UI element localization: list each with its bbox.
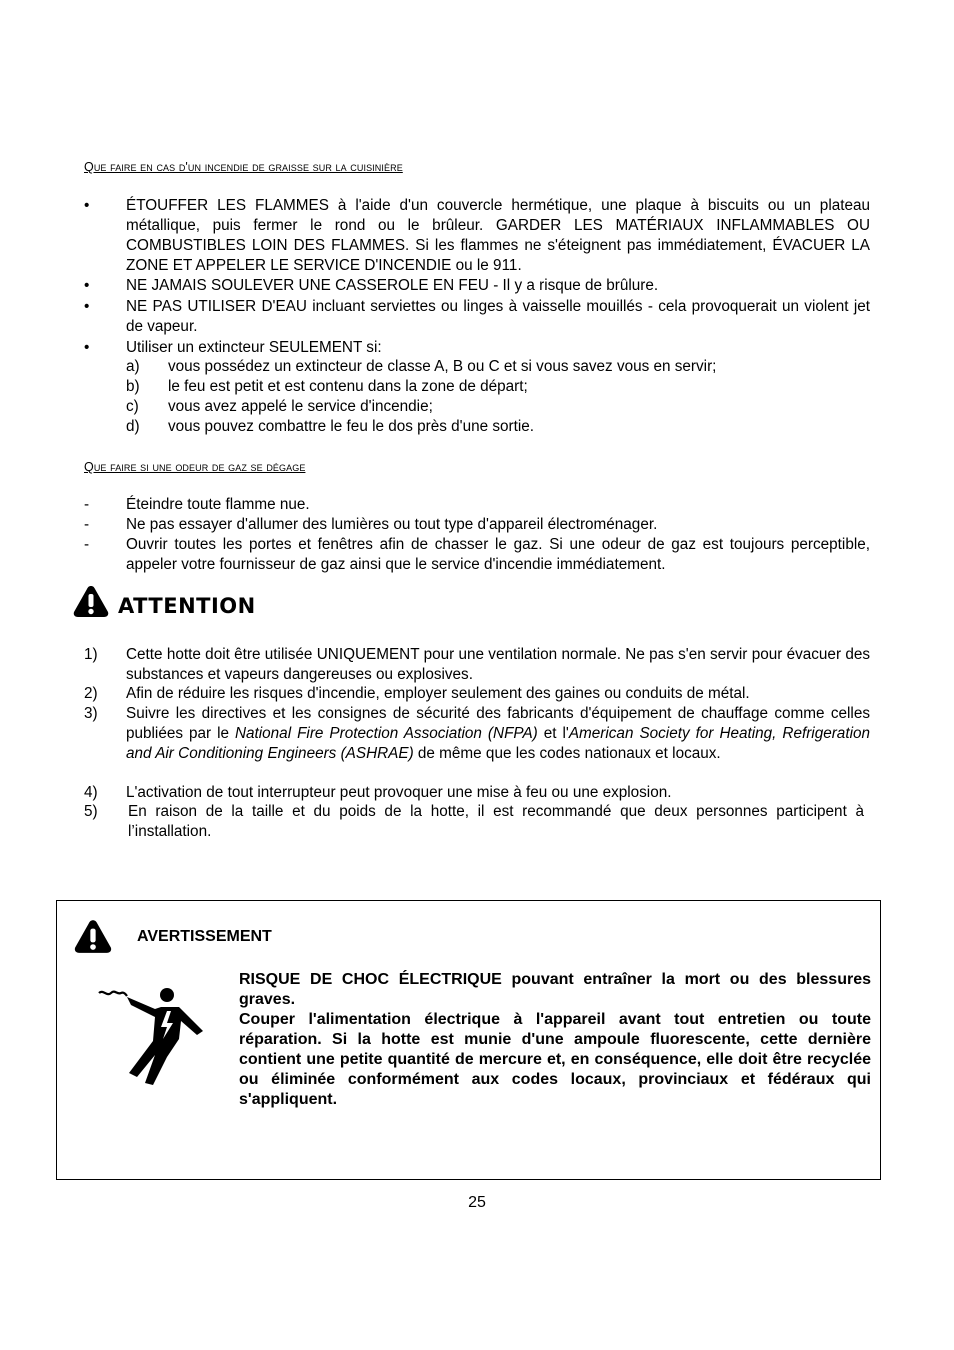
warning-text <box>239 970 871 1110</box>
dash-marker: - <box>84 516 90 533</box>
list-item-text: NE PAS UTILISER D'EAU incluant serviettes ou linges à vaisselle mouillés - cela provoquerait un violent jet de vapeur. <box>126 298 870 335</box>
bullet: • <box>84 197 90 214</box>
text-segment: de même que les codes nationaux et locaux. <box>413 745 721 762</box>
list-item <box>84 495 870 515</box>
list-item-text: Afin de réduire les risques d'incendie, employer seulement des gaines ou conduits de métal. <box>126 685 750 702</box>
sub-marker: b) <box>126 378 140 395</box>
sub-list-item <box>84 357 870 377</box>
warning-title: AVERTISSEMENT <box>137 928 272 945</box>
warning-triangle-icon <box>72 584 110 618</box>
sub-list-item <box>84 397 870 417</box>
list-marker: 2) <box>84 685 98 702</box>
sub-marker: d) <box>126 418 140 435</box>
sub-item-text: le feu est petit et est contenu dans la zone de départ; <box>168 378 528 395</box>
dash-marker: - <box>84 536 90 553</box>
sub-list-item <box>84 377 870 397</box>
list-item <box>84 645 870 685</box>
text-segment: Suivre les directives et les consignes de sécurité des fabricants d'équipement de chauffage comme celles publiées par le <box>126 705 870 742</box>
list-item-text: Cette hotte doit être utilisée UNIQUEMENT pour une ventilation normale. Ne pas s'en servir pour évacuer des substances et vapeurs dangereuses ou explosives. <box>126 646 870 683</box>
section-heading-grease-fire: Que faire en cas d'un incendie de graisse sur la cuisinière <box>84 160 403 174</box>
attention-title: ATTENTION <box>118 594 256 618</box>
text-segment: et l' <box>537 725 569 742</box>
list-marker: 3) <box>84 705 98 722</box>
list-marker: 1) <box>84 646 98 663</box>
sub-item-text: vous possédez un extincteur de classe A, B ou C et si vous savez vous en servir; <box>168 358 717 375</box>
sub-item-text: vous pouvez combattre le feu le dos près d'une sortie. <box>168 418 535 435</box>
list-item-text: Ouvrir toutes les portes et fenêtres afin de chasser le gaz. Si une odeur de gaz est toujours perceptible, appeler votre fournisseur de gaz ainsi que le service d'incendie immédiatement. <box>126 536 870 573</box>
list-item <box>84 196 870 276</box>
list-item <box>84 297 870 337</box>
organization-name: National Fire Protection Association (NFPA) <box>234 725 538 742</box>
organization-name: American Society for Heating, Refrigeration and Air Conditioning Engineers (ASHRAE) <box>126 725 870 762</box>
bullet: • <box>84 277 90 294</box>
list-item-text: En raison de la taille et du poids de la hotte, il est recommandé que deux personnes participent à l’installation. <box>128 803 864 840</box>
list-item-text: L'activation de tout interrupteur peut provoquer une mise à feu ou une explosion. <box>126 784 672 801</box>
warning-box <box>56 900 881 1180</box>
sub-item-text: vous avez appelé le service d'incendie; <box>168 398 433 415</box>
list-marker: 5) <box>84 803 98 820</box>
warning-triangle-icon <box>73 918 113 954</box>
bullet: • <box>84 298 90 315</box>
bullet: • <box>84 339 90 356</box>
section-heading-gas-odor: Que faire si une odeur de gaz se dégage <box>84 460 306 474</box>
page-number: 25 <box>468 1194 486 1211</box>
list-item-text: NE JAMAIS SOULEVER UNE CASSEROLE EN FEU - Il y a risque de brûlure. <box>126 277 659 294</box>
list-item-text: Éteindre toute flamme nue. <box>126 496 310 513</box>
list-item <box>84 338 870 358</box>
sub-marker: a) <box>126 358 140 375</box>
list-item-text: ÉTOUFFER LES FLAMMES à l'aide d'un couvercle hermétique, une plaque à biscuits ou un plateau métallique, puis fermer le rond ou le brûleur. GARDER LES MATÉRIAUX INFLAMMABLES OU COMBUSTIBLES LOIN DES FLAMMES. Si les flammes ne s'éteignent pas immédiatement, ÉVACUER LA ZONE ET APPELER LE SERVICE D'INCENDIE ou le 911. <box>126 197 870 274</box>
dash-marker: - <box>84 496 90 513</box>
list-item <box>84 704 870 784</box>
list-item <box>84 802 870 842</box>
shock-risk-text: RISQUE DE CHOC ÉLECTRIQUE pouvant entraîner la mort ou des blessures graves. <box>239 971 871 1008</box>
list-item <box>84 783 870 803</box>
list-marker: 4) <box>84 784 98 801</box>
list-item-text <box>126 704 870 764</box>
sub-marker: c) <box>126 398 139 415</box>
list-item <box>84 276 870 296</box>
list-item <box>84 515 870 535</box>
power-off-instructions: Couper l'alimentation électrique à l'appareil avant tout entretien ou toute réparation. Si la hotte est munie d'une ampoule fluorescente, cette dernière contient une petite quantité de mercure et, en conséquence, elle doit être recyclée ou éliminée conformément aux codes locaux, provinciaux et fédéraux qui s'appliquent. <box>239 1011 871 1108</box>
list-item <box>84 535 870 575</box>
sub-list-item <box>84 417 870 437</box>
list-item-text: Utiliser un extincteur SEULEMENT si: <box>126 339 382 356</box>
electric-shock-icon <box>97 983 209 1087</box>
list-item <box>84 684 870 704</box>
list-item-text: Ne pas essayer d'allumer des lumières ou tout type d'appareil électroménager. <box>126 516 658 533</box>
